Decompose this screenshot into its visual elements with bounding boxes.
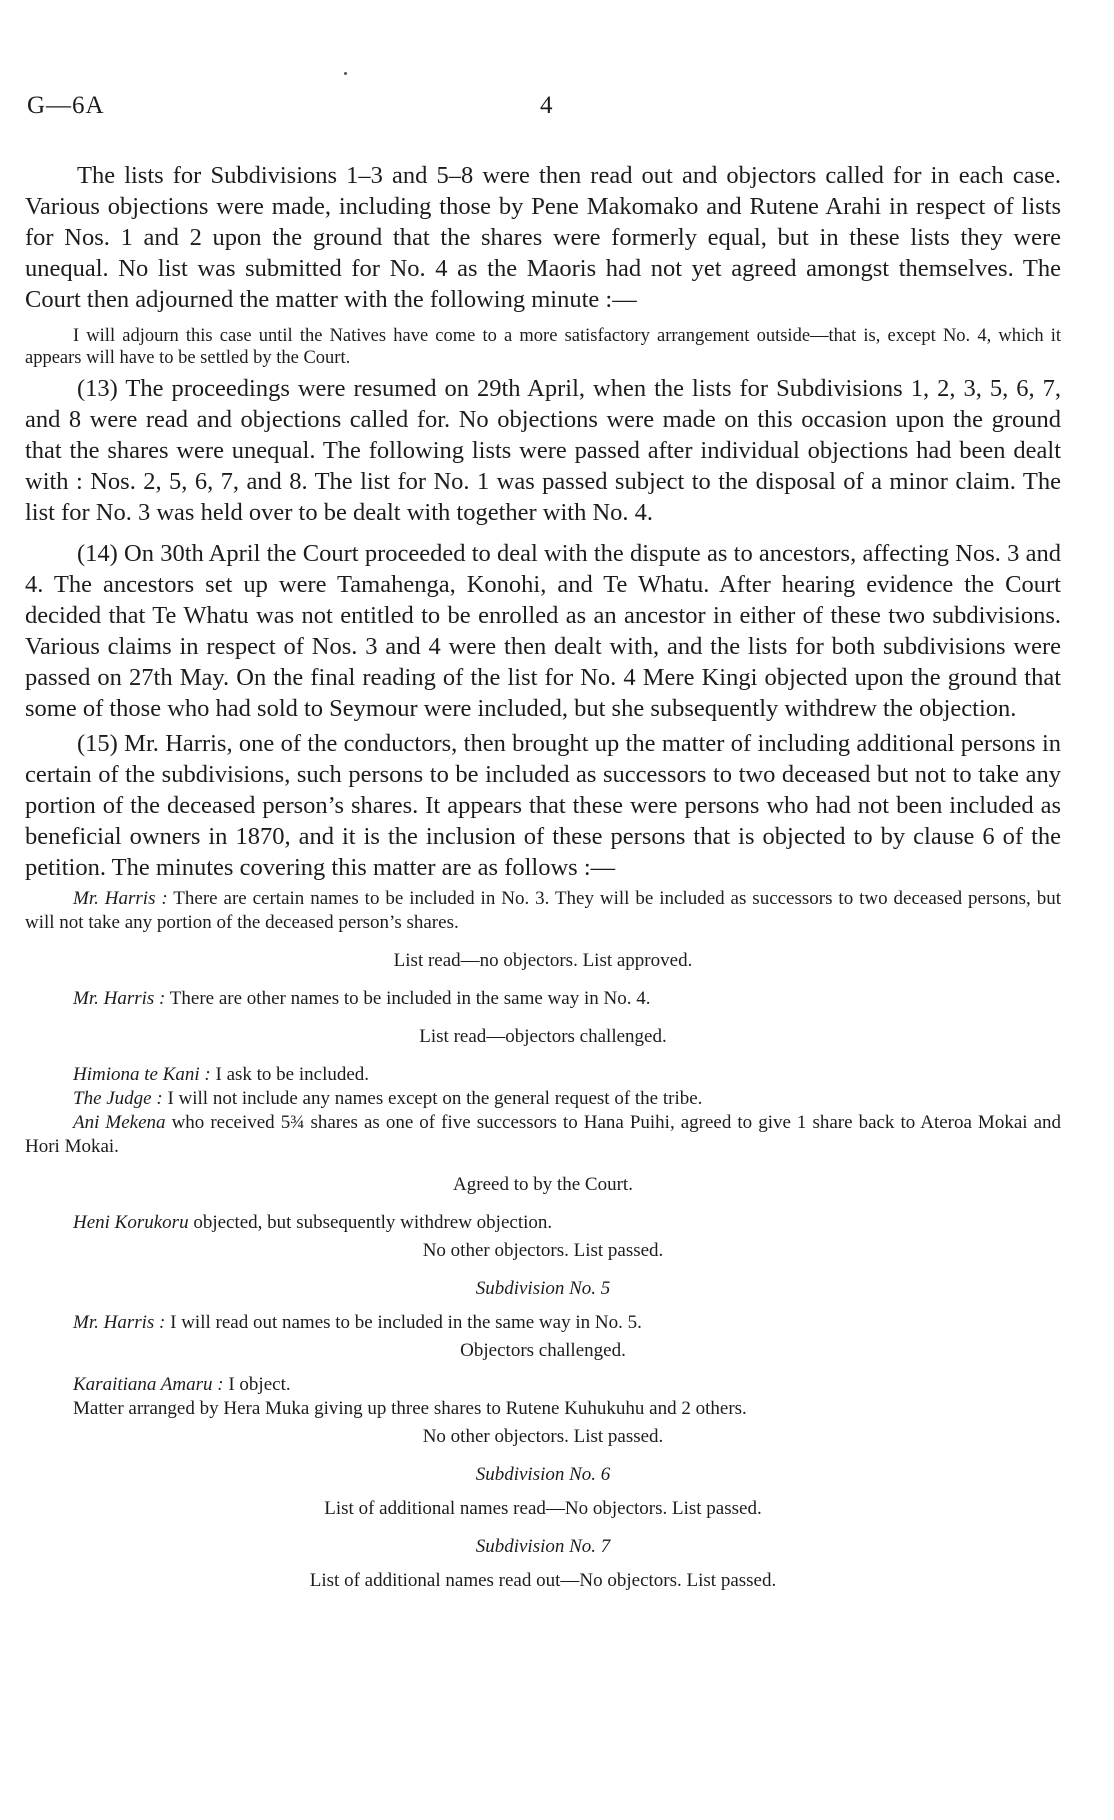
minute-outcome: List of additional names read—No objectors. List passed. bbox=[324, 1498, 762, 1519]
speaker-name: Karaitiana Amaru : bbox=[73, 1374, 224, 1395]
document-body bbox=[25, 160, 1061, 1593]
minute-text: There are other names to be included in the same way in No. 4. bbox=[169, 988, 651, 1009]
speaker-name: The Judge : bbox=[73, 1088, 163, 1109]
minute-outcome: No other objectors. List passed. bbox=[422, 1240, 664, 1261]
minutes-block bbox=[25, 887, 1061, 1593]
document-reference: G—6A bbox=[27, 92, 105, 119]
minute-entry: Matter arranged by Hera Muka giving up three shares to Rutene Kuhukuhu and 2 others. bbox=[73, 1398, 747, 1419]
scan-speck bbox=[344, 72, 347, 75]
minute-outcome: Objectors challenged. bbox=[460, 1340, 626, 1361]
minute-entry bbox=[25, 1063, 1061, 1087]
minute-entry bbox=[25, 987, 1061, 1011]
minute-outcome: List read—no objectors. List approved. bbox=[393, 950, 693, 971]
speaker-name: Mr. Harris : bbox=[73, 988, 166, 1009]
minute-outcome: Agreed to by the Court. bbox=[453, 1174, 633, 1195]
paragraph-13: (13) The proceedings were resumed on 29th April, when the lists for Subdivisions 1, 2, 3, 5, 6, 7, and 8 were read and objections called for. No objections were made on this occasion upon the ground that the shares were unequal. The following lists were passed after individual objections had been dealt with : Nos. 2, 5, 6, 7, and 8. The list for No. 1 was passed subject to the disposal of a minor claim. The list for No. 3 was held over to be dealt with together with No. 4. bbox=[25, 375, 1061, 526]
paragraph-lists: The lists for Subdivisions 1–3 and 5–8 were then read out and objectors called for in each case. Various objections were made, including those by Pene Makomako and Rutene Arahi in respect of lists for Nos. 1 and 2 upon the ground that the shares were formerly equal, but in these lists they were unequal. No list was submitted for No. 4 as the Maoris had not yet agreed amongst themselves. The Court then adjourned the matter with the following minute :— bbox=[25, 162, 1061, 313]
speaker-name: Mr. Harris : bbox=[73, 888, 168, 909]
court-minute-adjourn: I will adjourn this case until the Natives have come to a more satisfactory arrangement outside—that is, except No. 4, which it appears will have to be settled by the Court. bbox=[25, 326, 1061, 368]
minute-entry bbox=[25, 887, 1061, 935]
paragraph-15: (15) Mr. Harris, one of the conductors, then brought up the matter of including additional persons in certain of the subdivisions, such persons to be included as successors to two deceased but not to take any portion of the deceased person’s shares. It appears that these were persons who had not been included as beneficial owners in 1870, and it is the inclusion of these persons that is objected to by clause 6 of the petition. The minutes covering this matter are as follows :— bbox=[25, 730, 1061, 881]
minute-text: I object. bbox=[228, 1374, 291, 1395]
minute-outcome: No other objectors. List passed. bbox=[422, 1426, 664, 1447]
subdivision-heading: Subdivision No. 5 bbox=[475, 1278, 611, 1299]
minute-outcome: List of additional names read out—No objectors. List passed. bbox=[309, 1570, 777, 1591]
subdivision-heading: Subdivision No. 7 bbox=[475, 1536, 611, 1557]
speaker-name: Heni Korukoru bbox=[73, 1212, 189, 1233]
subdivision-heading: Subdivision No. 6 bbox=[475, 1464, 611, 1485]
speaker-name: Mr. Harris : bbox=[73, 1312, 166, 1333]
speaker-name: Himiona te Kani : bbox=[73, 1064, 211, 1085]
minute-entry bbox=[25, 1087, 1061, 1111]
minute-entry bbox=[25, 1311, 1061, 1335]
minute-entry bbox=[25, 1111, 1061, 1159]
page-number: 4 bbox=[540, 92, 553, 119]
minute-text: I will not include any names except on the general request of the tribe. bbox=[167, 1088, 703, 1109]
minute-text: There are certain names to be included in No. 3. They will be included as successors to two deceased persons, but will not take any portion of the deceased person’s shares. bbox=[25, 888, 1061, 933]
minute-text: I ask to be included. bbox=[215, 1064, 370, 1085]
minute-text: who received 5¾ shares as one of five successors to Hana Puihi, agreed to give 1 share back to Ateroa Mokai and Hori Mokai. bbox=[25, 1112, 1062, 1157]
minute-entry bbox=[25, 1211, 1061, 1235]
minute-outcome: List read—objectors challenged. bbox=[419, 1026, 667, 1047]
page-header bbox=[27, 92, 1074, 126]
minute-text: I will read out names to be included in the same way in No. 5. bbox=[170, 1312, 642, 1333]
paragraph-14: (14) On 30th April the Court proceeded to deal with the dispute as to ancestors, affecting Nos. 3 and 4. The ancestors set up were Tamahenga, Konohi, and Te Whatu. After hearing evidence the Court decided that Te Whatu was not entitled to be enrolled as an ancestor in either of these two subdivisions. Various claims in respect of Nos. 3 and 4 were then dealt with, and the lists for both subdivisions were passed on 27th May. On the final reading of the list for No. 4 Mere Kingi objected upon the ground that some of those who had sold to Seymour were included, but she subsequently withdrew the objection. bbox=[25, 540, 1061, 722]
speaker-name: Ani Mekena bbox=[73, 1112, 166, 1133]
minute-entry bbox=[25, 1373, 1061, 1397]
minute-text: objected, but subsequently withdrew objection. bbox=[193, 1212, 553, 1233]
